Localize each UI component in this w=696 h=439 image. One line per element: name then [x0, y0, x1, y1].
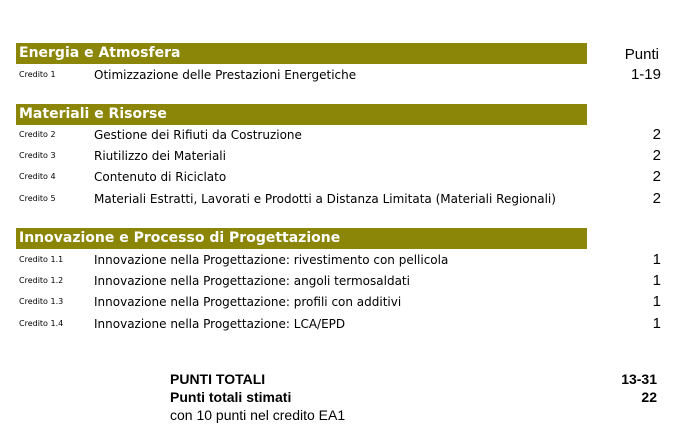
credit-name: Otimizzazione delle Prestazioni Energetiche — [94, 68, 357, 82]
credit-name: Gestione dei Rifiuti da Costruzione — [94, 128, 302, 142]
credit-id: Credito 1.4 — [19, 319, 64, 328]
credit-row — [16, 190, 661, 208]
section-header-innovazione: Innovazione e Processo di Progettazione — [16, 228, 587, 249]
total-points-value: 13-31 — [621, 371, 657, 387]
credit-points: 2 — [652, 147, 661, 164]
credit-row — [16, 315, 661, 333]
credit-id: Credito 5 — [19, 194, 56, 203]
credit-row — [16, 272, 661, 290]
credit-name: Innovazione nella Progettazione: profili con additivi — [94, 295, 402, 309]
credit-row — [16, 293, 661, 311]
credit-row — [16, 147, 661, 165]
credit-row — [16, 66, 661, 84]
credit-name: Contenuto di Riciclato — [94, 170, 227, 184]
credit-id: Credito 2 — [19, 130, 56, 139]
credit-name: Materiali Estratti, Lavorati e Prodotti a Distanza Limitata (Materiali Regionali) — [94, 192, 556, 206]
credit-id: Credito 4 — [19, 172, 56, 181]
credit-points: 2 — [652, 126, 661, 143]
section-header-energia: Energia e Atmosfera — [16, 43, 587, 64]
estimated-points-label: Punti totali stimati — [170, 389, 292, 405]
points-column-header: Punti — [624, 46, 659, 63]
credit-points: 1 — [652, 293, 661, 310]
credit-id: Credito 1.1 — [19, 255, 64, 264]
credit-name: Riutilizzo dei Materiali — [94, 149, 226, 163]
credit-id: Credito 1.2 — [19, 276, 64, 285]
credit-name: Innovazione nella Progettazione: LCA/EPD — [94, 317, 346, 331]
credit-points: 1 — [652, 251, 661, 268]
credit-points: 1-19 — [630, 66, 661, 83]
credit-id: Credito 1.3 — [19, 297, 64, 306]
section-header-materiali: Materiali e Risorse — [16, 104, 587, 125]
credit-points: 1 — [652, 315, 661, 332]
credit-name: Innovazione nella Progettazione: rivestimento con pellicola — [94, 253, 449, 267]
credit-id: Credito 3 — [19, 151, 56, 160]
credit-name: Innovazione nella Progettazione: angoli termosaldati — [94, 274, 410, 288]
credit-id: Credito 1 — [19, 70, 56, 79]
credit-row — [16, 251, 661, 269]
credit-points: 2 — [652, 190, 661, 207]
credit-row — [16, 126, 661, 144]
credit-points: 1 — [652, 272, 661, 289]
estimated-points-value: 22 — [641, 389, 657, 405]
estimated-points-note: con 10 punti nel credito EA1 — [170, 407, 346, 423]
credit-row — [16, 168, 661, 186]
credit-points: 2 — [652, 168, 661, 185]
total-points-label: PUNTI TOTALI — [170, 371, 266, 387]
